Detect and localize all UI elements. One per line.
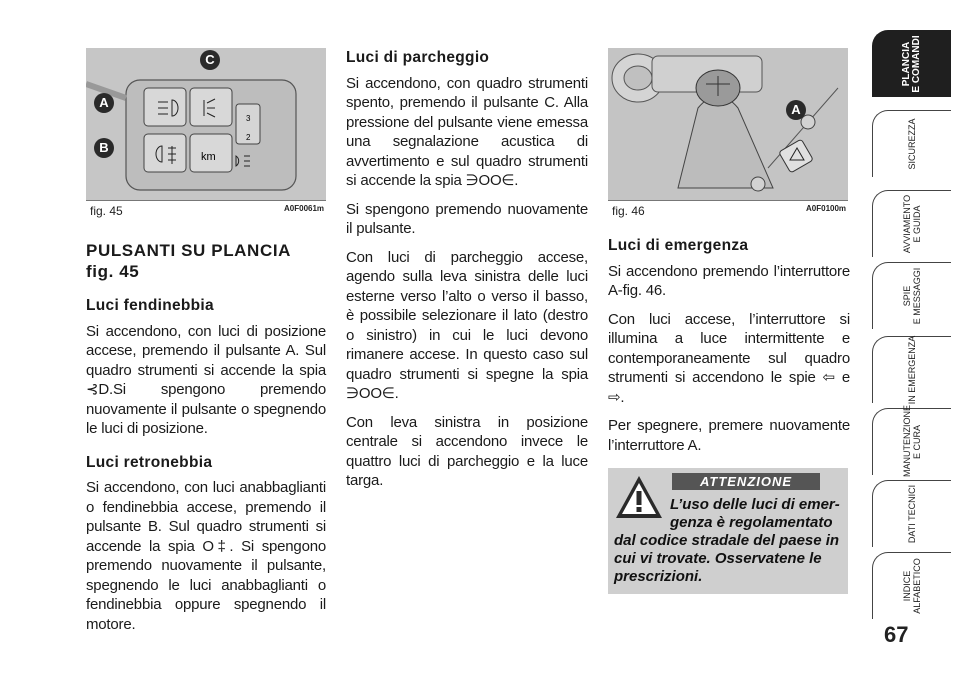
tab-label: IN EMERGENZA: [907, 335, 917, 405]
parking-lights-heading: Luci di parcheggio: [346, 49, 490, 66]
tab-label: SPIE E MESSAGGI: [902, 267, 922, 325]
emergency-text-3: Per spegnere, premere nuovamente l’interruttore A.: [608, 417, 850, 454]
tab-label: PLANCIA E COMANDI: [901, 35, 922, 93]
tab-sicurezza[interactable]: [872, 110, 951, 177]
dashboard-buttons-illustration: [86, 48, 326, 200]
parking-text-4: Con leva sinistra in posizione centrale si accendono invece le quattro luci di parcheggio e la luce targa.: [346, 413, 588, 489]
page-number: 67: [884, 622, 909, 647]
chapter-tabs: [872, 0, 960, 692]
figure-46-caption: fig. 46: [612, 204, 645, 218]
key-3-label: 3: [246, 114, 251, 123]
figure-45-code: A0F0061m: [284, 204, 325, 213]
emergency-text-1: Si accendono premendo l’interruttore A-fig. 46.: [608, 262, 850, 299]
figure-45-caption: fig. 45: [90, 204, 123, 218]
figure-45-image: [86, 48, 326, 201]
left-column: [86, 240, 326, 643]
gear-lever-hazard-illustration: [608, 48, 848, 200]
section-title: [86, 240, 326, 282]
warning-text-line2: genza è regolamentato: [670, 514, 833, 531]
figure-46-code: A0F0100m: [806, 204, 847, 213]
warning-text-line1: L’uso delle luci di emer-: [670, 496, 840, 513]
tab-label: AVVIAMENTO E GUIDA: [902, 194, 922, 254]
figure-46-image: [608, 48, 848, 201]
tab-label: MANUTENZIONE E CURA: [902, 405, 922, 477]
section-title-line2: fig. 45: [86, 262, 140, 281]
section-title-line1: PULSANTI SU PLANCIA: [86, 241, 292, 260]
rear-fog-heading: Luci retronebbia: [86, 453, 213, 471]
fog-lights-text: Si accendono, con luci di posizione accese, premendo il pulsante A. Sul quadro strumenti si accende la spia ⊰D.Si spengono premendo nuovamente il pulsante o spegnendo le luci di posizione.: [86, 322, 326, 437]
tab-label: DATI TECNICI: [907, 484, 917, 544]
tab-spie-e-messaggi[interactable]: [872, 262, 951, 329]
tab-in-emergenza[interactable]: [872, 336, 951, 403]
km-label: km: [201, 151, 216, 163]
parking-text-3: Con luci di parcheggio accese, agendo sulla leva sinistra delle luci esterne verso l’alto o verso il basso, è possibile selezionare il lato (destro o sinistro) in cui le luci devono rimanere accese. In questo caso sul quadro strumenti si spegne la spia ∋OO∈.: [346, 248, 588, 402]
warning-triangle-icon: [614, 474, 664, 520]
parking-text-1: Si accendono, con quadro strumenti spento, premendo il pulsante C. Alla pressione del pulsante viene emessa una segnalazione acustica di avvertimento e sul quadro strumenti si accende la spia ∋OO∈.: [346, 74, 588, 189]
warning-title: ATTENZIONE: [672, 473, 820, 490]
marker-b-fig45: B: [94, 138, 114, 158]
warning-text-rest: dal codice stradale del paese in cui vi trovate. Osservatene le prescrizioni.: [614, 532, 840, 585]
emergency-lights-heading: Luci di emergenza: [608, 237, 749, 254]
marker-c-fig45: C: [200, 50, 220, 70]
parking-text-2: Si spengono premendo nuovamente il pulsante.: [346, 200, 588, 237]
marker-a-fig46: A: [786, 100, 806, 120]
tab-label: INDICE ALFABETICO: [902, 558, 922, 614]
tab-avviamento-e-guida[interactable]: [872, 190, 951, 257]
rear-fog-text: Si accendono, con luci anabbaglianti o fendinebbia accese, premendo il pulsante B. Sul quadro strumenti si accende la spia O‡. Si spengono premendo nuovamente il pulsante, spegnendo le luci anabbaglianti o fendinebbia oppure spegnendo il motore.: [86, 479, 326, 633]
marker-a-fig45: A: [94, 93, 114, 113]
key-2-label: 2: [246, 133, 251, 142]
right-column: [608, 236, 850, 464]
middle-column: [346, 48, 588, 500]
tab-label: SICUREZZA: [907, 118, 917, 170]
tab-manutenzione-e-cura[interactable]: [872, 405, 951, 477]
tab-dati-tecnici[interactable]: [872, 480, 951, 547]
emergency-text-2: Con luci accese, l’interruttore si illumina a luce intermittente e contemporaneamente sul quadro strumenti si accendono le spie ⇦ e ⇨.: [608, 310, 850, 406]
fog-lights-heading: Luci fendinebbia: [86, 297, 214, 314]
tab-indice-alfabetico[interactable]: [872, 552, 951, 619]
tab-plancia-e-comandi[interactable]: [872, 30, 951, 97]
